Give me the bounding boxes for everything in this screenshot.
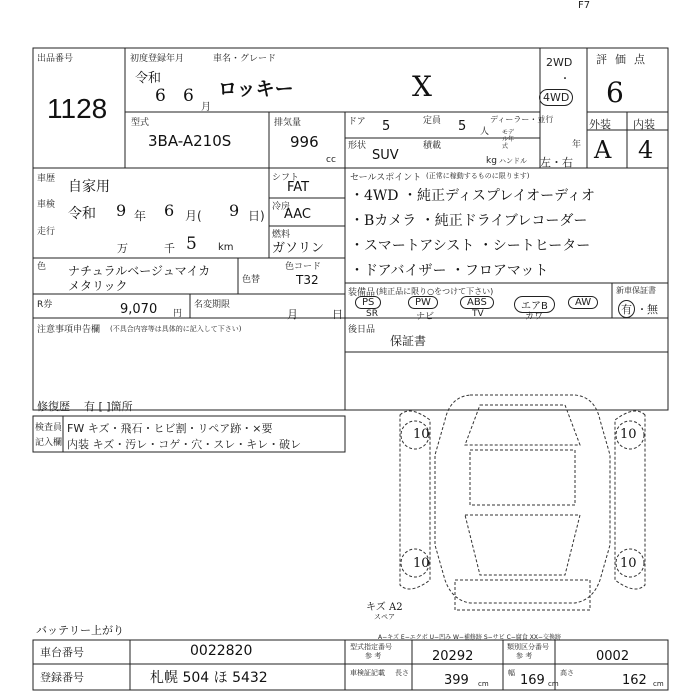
aircon-label: 冷房 (272, 202, 291, 212)
fuel-value: ガソリン (272, 241, 325, 256)
wheel-mark-fr: 10 (620, 427, 637, 442)
displacement-value: 996 (290, 133, 319, 151)
first-reg-month-unit: 月 (201, 102, 211, 113)
capacity-label: 定員 (423, 116, 442, 126)
sales-point-label: セールスポイント (350, 173, 422, 183)
class-no-value: 0002 (596, 649, 630, 664)
notes-sub: (不具合内容等は具体的に記入して下さい) (110, 325, 242, 333)
meigi-month: 月 (287, 308, 298, 321)
mileage-label: 走行 (37, 227, 56, 237)
inspection-day-unit: 日) (248, 209, 265, 223)
body-type-value: SUV (372, 148, 399, 163)
displacement-label: 排気量 (274, 118, 302, 128)
first-reg-month: 6 (183, 86, 194, 106)
sales-point-item-4: ・ドアバイザー ・フロアマット (350, 263, 549, 279)
chassis-label: 車台番号 (40, 646, 84, 659)
first-reg-year: 6 (155, 86, 166, 106)
diagram-legend: A−キズ E−エクボ U−凹み W−補修跡 S−サビ C−腐食 XX−交換跡 (378, 634, 561, 641)
interior-grade: 4 (638, 136, 654, 164)
load-unit: kg (486, 156, 497, 166)
sales-point-item-1: ・4WD ・純正ディスプレイオーディオ (350, 188, 596, 204)
spare-mark: キズ A2 (366, 602, 403, 613)
capacity-unit: 人 (480, 127, 490, 137)
car-name-label: 車名・グレード (213, 54, 277, 64)
equipment-airbag: エアB (514, 296, 555, 313)
notes-label: 注意事項申告欄 (37, 325, 101, 335)
wheel-mark-rr: 10 (620, 556, 637, 571)
wheel-mark-rl: 10 (413, 556, 430, 571)
warranty-no: 無 (647, 303, 658, 316)
width-label: 幅 (508, 669, 515, 677)
lot-number: 1128 (47, 93, 108, 124)
equipment-abs: ABS (460, 296, 494, 309)
inspector-line-2: 内装 キズ・汚レ・コゲ・穴・スレ・キレ・破レ (67, 438, 302, 451)
spare-label: スペア (374, 613, 395, 621)
model-label: 型式 (131, 118, 150, 128)
equipment-navi: ナビ (416, 312, 435, 322)
exterior-label: 外装 (589, 118, 611, 131)
mileage-value: 5 (186, 234, 197, 254)
capacity-value: 5 (458, 119, 467, 134)
car-name: ロッキー (218, 78, 294, 100)
grade: X (412, 70, 432, 103)
after-notes-label: 後日品 (348, 325, 376, 335)
door-label: ドア (348, 117, 366, 127)
inspection-day: 9 (229, 201, 240, 220)
mileage-sen: 千 (164, 242, 175, 255)
sales-point-item-3: ・スマートアシスト ・シートヒーター (350, 238, 591, 254)
form-no-label: 型式指定番号 (350, 643, 392, 651)
color-code: T32 (296, 273, 319, 287)
color-line1: ナチュラルベージュマイカ (68, 264, 211, 278)
length-label: 長さ (395, 669, 409, 677)
inspector-label-1: 検査員 (35, 423, 63, 433)
interior-label: 内装 (633, 118, 655, 131)
equipment-sr: SR (366, 309, 378, 319)
meigi-label: 名変期限 (194, 300, 231, 310)
car-damage-diagram (395, 375, 650, 625)
mileage-man: 万 (117, 242, 128, 255)
sales-point-item-2: ・Bカメラ ・純正ドライブレコーダー (350, 213, 588, 229)
score-label: 評価点 (596, 53, 653, 66)
recycle-label: R券 (37, 300, 53, 310)
form-no-sub: 参 考 (365, 652, 382, 660)
inspection-era: 令和 (68, 206, 96, 222)
color-code-label: 色コード (285, 262, 322, 272)
equipment-pw: PW (408, 296, 438, 309)
inspection-month: 6 (164, 201, 175, 220)
warranty-dot: ・ (637, 305, 647, 316)
top-mark: F7 (578, 0, 591, 11)
form-no-value: 20292 (432, 649, 474, 664)
height-value: 162 (622, 673, 647, 688)
body-type-label: 形状 (348, 141, 367, 151)
equipment-ps: PS (355, 296, 381, 309)
score-value: 6 (606, 76, 624, 109)
plate-label: 登録番号 (40, 671, 84, 684)
width-value: 169 (520, 673, 545, 688)
size-label: 車検証記載 (350, 669, 385, 677)
category-label: 車歴 (37, 174, 56, 184)
after-notes-value: 保証書 (390, 334, 427, 348)
inspection-year: 9 (116, 201, 127, 220)
exterior-grade: A (594, 136, 612, 164)
first-reg-label: 初度登録年月 (130, 54, 185, 64)
model-year-label: モデル年式 (502, 129, 515, 150)
model-value: 3BA-A210S (148, 132, 232, 150)
inspector-label-2: 記入欄 (35, 438, 63, 448)
height-label: 高さ (560, 669, 574, 677)
class-no-sub: 参 考 (516, 652, 533, 660)
shift-label: シフト (272, 173, 300, 183)
color-label: 色 (37, 262, 47, 272)
lot-label: 出品番号 (37, 54, 74, 64)
dealer-label: ディーラー・並行 (490, 115, 554, 124)
handle-value: 左・右 (540, 156, 573, 169)
recycle-unit: 円 (173, 309, 183, 319)
height-unit: cm (653, 680, 664, 688)
repair-label: 修復歴 (37, 400, 70, 413)
equipment-label: 装備品 (348, 288, 376, 298)
load-label: 積載 (423, 141, 442, 151)
class-no-label: 類別区分番号 (507, 643, 549, 651)
displacement-unit: cc (326, 155, 336, 165)
inspection-year-unit: 年 (134, 209, 147, 223)
color-line2: メタリック (68, 279, 128, 293)
equipment-tv: TV (472, 309, 484, 319)
inspector-line-1: FW キズ・飛石・ヒビ割・リペア跡・×要 (67, 422, 273, 435)
sales-point-sub: (正常に稼動するものに限ります) (426, 172, 530, 180)
fuel-label: 燃料 (272, 230, 291, 240)
handle-label: ハンドル (499, 157, 527, 165)
model-year-unit: 年 (572, 140, 582, 150)
recycle-value: 9,070 (120, 302, 158, 317)
equipment-aw: AW (568, 296, 598, 309)
width-unit: cm (548, 680, 559, 688)
meigi-day: 日 (332, 308, 343, 321)
repair-value: 有 [ ]箇所 (84, 400, 133, 413)
drive-4wd-circled: 4WD (539, 89, 573, 106)
inspection-month-unit: 月( (185, 209, 202, 223)
aircon-value: AAC (284, 207, 311, 222)
chassis-value: 0022820 (190, 643, 253, 659)
warranty-label: 新車保証書 (616, 286, 656, 295)
inspection-label: 車検 (37, 200, 56, 210)
wheel-mark-fl: 10 (413, 427, 430, 442)
equipment-leather: カワ (525, 312, 544, 322)
battery-note: バッテリー上がり (36, 624, 124, 637)
drive-dot: ・ (560, 74, 570, 85)
plate-value: 札幌 504 ほ 5432 (150, 670, 268, 686)
warranty-yes: 有 (618, 300, 635, 318)
first-reg-era: 令和 (135, 71, 162, 86)
mileage-unit: km (218, 242, 234, 253)
door-value: 5 (382, 119, 391, 134)
shift-value: FAT (287, 180, 310, 195)
equipment-sub: (純正品に限り○をつけて下さい) (376, 287, 494, 296)
drive-2wd: 2WD (546, 56, 573, 69)
color-change-label: 色替 (242, 275, 261, 285)
length-unit: cm (478, 680, 489, 688)
length-value: 399 (444, 673, 469, 688)
category-value: 自家用 (68, 179, 110, 195)
